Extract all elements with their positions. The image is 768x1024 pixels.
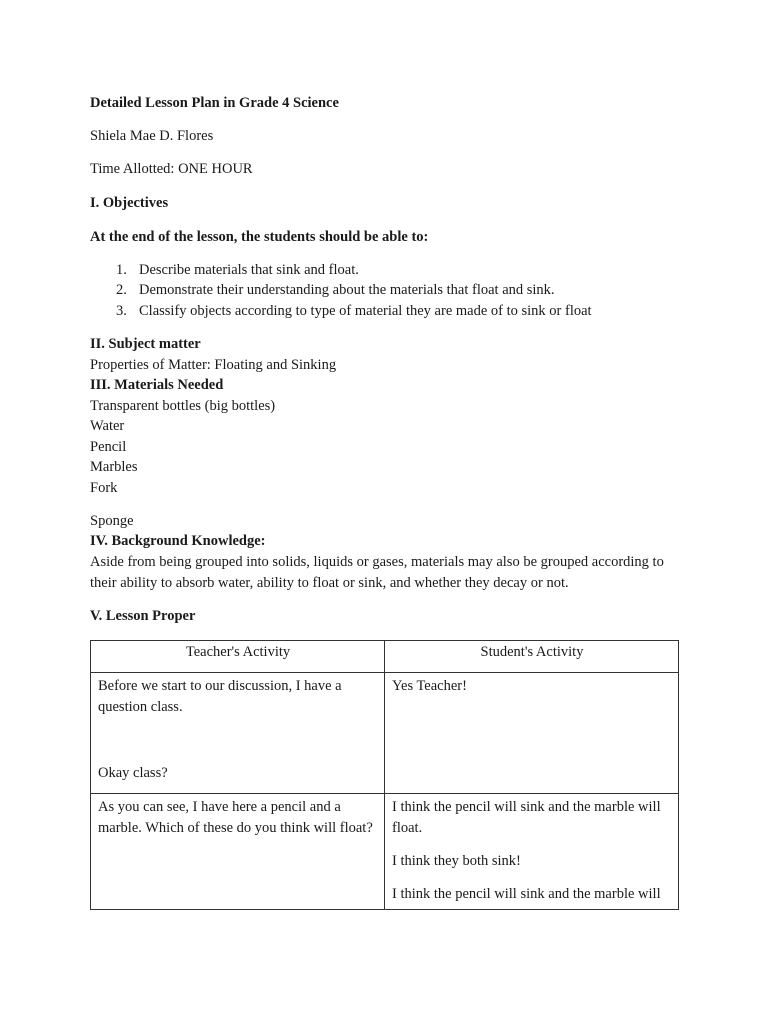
- student-line: I think the pencil will sink and the marble will float.: [392, 799, 661, 836]
- background-heading: IV. Background Knowledge:: [90, 533, 266, 549]
- material-item: Pencil: [90, 439, 127, 455]
- lesson-table: [90, 640, 679, 910]
- material-item: Marbles: [90, 459, 138, 475]
- objective-item: [116, 261, 359, 279]
- material-item: Sponge: [90, 513, 134, 529]
- objective-text: Describe materials that sink and float.: [139, 262, 359, 278]
- subject-matter-heading: II. Subject matter: [90, 336, 201, 352]
- student-cell: [385, 794, 679, 910]
- student-line: I think the pencil will sink and the marble will: [392, 886, 661, 902]
- teacher-line: Before we start to our discussion, I have a question class.: [98, 678, 342, 715]
- student-line: I think they both sink!: [392, 853, 521, 869]
- background-text: Aside from being grouped into solids, liquids or gases, materials may also be grouped according to their ability to absorb water, ability to float or sink, and whether they decay or not.: [90, 554, 664, 591]
- column-header-student: Student's Activity: [385, 641, 679, 673]
- student-line: Yes Teacher!: [392, 678, 467, 694]
- table-row: [91, 673, 679, 794]
- objective-number: 3.: [116, 303, 127, 319]
- objectives-heading: I. Objectives: [90, 195, 169, 211]
- objective-text: Demonstrate their understanding about the materials that float and sink.: [139, 282, 555, 298]
- objective-number: 1.: [116, 262, 127, 278]
- time-allotted: Time Allotted: ONE HOUR: [90, 161, 253, 177]
- teacher-cell: [91, 673, 385, 794]
- teacher-line: Okay class?: [98, 765, 168, 781]
- teacher-cell: [91, 794, 385, 910]
- document-title: Detailed Lesson Plan in Grade 4 Science: [90, 95, 339, 111]
- objective-item: [116, 281, 555, 299]
- table-header-row: [91, 641, 679, 673]
- material-item: Water: [90, 418, 125, 434]
- subject-matter-text: Properties of Matter: Floating and Sinking: [90, 357, 337, 373]
- objective-number: 2.: [116, 282, 127, 298]
- material-item: Fork: [90, 480, 118, 496]
- objective-item: [116, 302, 592, 320]
- objectives-intro: At the end of the lesson, the students should be able to:: [90, 229, 429, 245]
- lesson-proper-heading: V. Lesson Proper: [90, 608, 196, 624]
- column-header-teacher: Teacher's Activity: [91, 641, 385, 673]
- author-name: Shiela Mae D. Flores: [90, 128, 214, 144]
- objective-text: Classify objects according to type of material they are made of to sink or float: [139, 303, 592, 319]
- table-row: [91, 794, 679, 910]
- student-cell: [385, 673, 679, 794]
- material-item: Transparent bottles (big bottles): [90, 398, 276, 414]
- materials-heading: III. Materials Needed: [90, 377, 224, 393]
- teacher-line: As you can see, I have here a pencil and a marble. Which of these do you think will float?: [98, 799, 373, 836]
